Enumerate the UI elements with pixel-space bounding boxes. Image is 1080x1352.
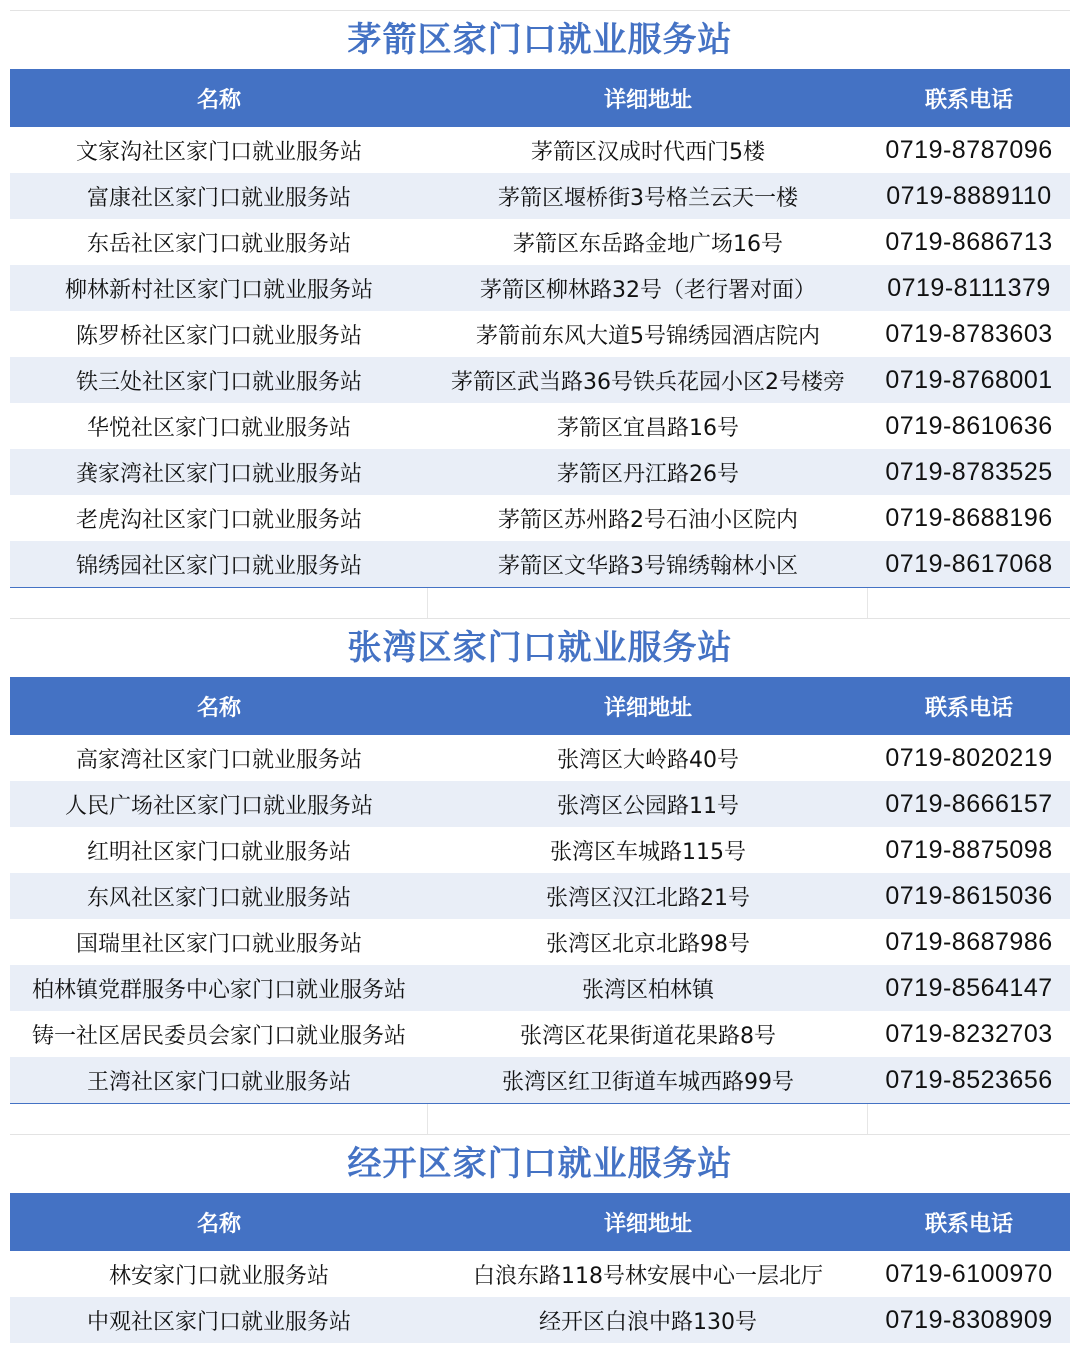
table-row [10,735,1070,781]
spacer-cell [428,588,868,618]
station-phone: 0719-8783603 [885,319,1053,348]
station-address: 张湾区车城路115号 [550,839,746,865]
station-phone: 0719-8687986 [885,927,1053,956]
station-name: 柏林镇党群服务中心家门口就业服务站 [31,977,406,1003]
section-title: 经开区家门口就业服务站 [10,1134,1070,1193]
table-header [10,1193,1070,1251]
station-address: 张湾区汉江北路21号 [546,885,750,911]
section-zhangwan [10,618,1070,1104]
table-row [10,541,1070,588]
station-address: 茅箭区丹江路26号 [557,461,739,487]
section-jingkai [10,1134,1070,1343]
table-row [10,965,1070,1011]
station-name: 富康社区家门口就业服务站 [86,185,351,211]
station-address: 经开区白浪中路130号 [539,1309,757,1335]
station-phone: 0719-8688196 [885,503,1053,532]
table-row [10,1251,1070,1297]
header-phone: 联系电话 [924,87,1013,113]
station-phone: 0719-8564147 [885,973,1053,1002]
table-row [10,919,1070,965]
station-name: 龚家湾社区家门口就业服务站 [75,461,362,487]
station-name: 高家湾社区家门口就业服务站 [75,747,362,773]
station-name: 老虎沟社区家门口就业服务站 [75,507,362,533]
section-title: 张湾区家门口就业服务站 [10,618,1070,677]
station-address: 茅箭前东风大道5号锦绣园酒店院内 [476,323,820,349]
station-address: 茅箭区堰桥街3号格兰云天一楼 [498,185,798,211]
station-name: 王湾社区家门口就业服务站 [86,1069,351,1095]
table-header [10,69,1070,127]
station-name: 华悦社区家门口就业服务站 [86,415,351,441]
station-name: 铸一社区居民委员会家门口就业服务站 [31,1023,406,1049]
header-name: 名称 [196,695,241,721]
station-address: 张湾区花果街道花果路8号 [520,1023,776,1049]
station-address: 茅箭区汉成时代西门5楼 [531,139,765,165]
header-phone: 联系电话 [924,1211,1013,1237]
station-name: 东风社区家门口就业服务站 [86,885,351,911]
station-name: 人民广场社区家门口就业服务站 [64,793,373,819]
station-phone: 0719-6100970 [885,1259,1053,1288]
station-phone: 0719-8610636 [885,411,1053,440]
table-row [10,827,1070,873]
section-title: 茅箭区家门口就业服务站 [10,10,1070,69]
spacer-row [10,588,1070,618]
station-name: 锦绣园社区家门口就业服务站 [75,553,362,579]
station-name: 林安家门口就业服务站 [108,1263,329,1289]
header-name: 名称 [196,87,241,113]
spacer-cell [10,588,428,618]
station-address: 张湾区公园路11号 [557,793,739,819]
station-address: 张湾区红卫街道车城西路99号 [502,1069,794,1095]
table-row [10,781,1070,827]
spacer-cell [868,588,1070,618]
station-phone: 0719-8889110 [886,181,1052,210]
station-phone: 0719-8783525 [885,457,1053,486]
table-row [10,127,1070,173]
station-name: 东岳社区家门口就业服务站 [86,231,351,257]
station-phone: 0719-8686713 [885,227,1053,256]
header-address: 详细地址 [603,695,692,721]
station-phone: 0719-8523656 [885,1065,1053,1094]
table-row [10,1057,1070,1104]
header-phone: 联系电话 [924,695,1013,721]
station-address: 茅箭区武当路36号铁兵花园小区2号楼旁 [451,369,845,395]
station-phone: 0719-8875098 [885,835,1053,864]
spacer-cell [428,1104,868,1134]
station-name: 铁三处社区家门口就业服务站 [75,369,362,395]
table-row [10,173,1070,219]
table-row [10,449,1070,495]
station-name: 文家沟社区家门口就业服务站 [75,139,362,165]
station-address: 茅箭区文华路3号锦绣翰林小区 [498,553,798,579]
station-name: 红明社区家门口就业服务站 [86,839,351,865]
station-phone: 0719-8666157 [885,789,1053,818]
station-address: 张湾区北京北路98号 [546,931,750,957]
station-address: 茅箭区柳林路32号（老行署对面） [480,277,816,303]
spacer-cell [868,1104,1070,1134]
spacer-cell [10,1104,428,1134]
station-phone: 0719-8615036 [885,881,1053,910]
table-row [10,1011,1070,1057]
station-phone: 0719-8020219 [885,743,1053,772]
table-row [10,357,1070,403]
table-row [10,495,1070,541]
station-phone: 0719-8111379 [887,273,1051,302]
station-address: 茅箭区东岳路金地广场16号 [513,231,783,257]
station-address: 茅箭区苏州路2号石油小区院内 [498,507,798,533]
station-phone: 0719-8232703 [885,1019,1053,1048]
table-row [10,1297,1070,1343]
table-row [10,219,1070,265]
table-row [10,403,1070,449]
header-name: 名称 [196,1211,241,1237]
table-header [10,677,1070,735]
station-address: 茅箭区宜昌路16号 [557,415,739,441]
header-address: 详细地址 [603,87,692,113]
header-address: 详细地址 [603,1211,692,1237]
station-address: 张湾区大岭路40号 [557,747,739,773]
station-address: 张湾区柏林镇 [581,977,714,1003]
station-name: 国瑞里社区家门口就业服务站 [75,931,362,957]
station-name: 陈罗桥社区家门口就业服务站 [75,323,362,349]
spacer-row [10,1104,1070,1134]
station-name: 柳林新村社区家门口就业服务站 [64,277,373,303]
station-name: 中观社区家门口就业服务站 [86,1309,351,1335]
station-address: 白浪东路118号林安展中心一层北厅 [473,1263,823,1289]
station-phone: 0719-8787096 [885,135,1053,164]
station-phone: 0719-8768001 [885,365,1053,394]
table-row [10,311,1070,357]
station-phone: 0719-8308909 [885,1305,1053,1334]
station-phone: 0719-8617068 [885,549,1053,578]
section-maojian [10,10,1070,588]
table-row [10,265,1070,311]
table-row [10,873,1070,919]
service-station-sheet [10,10,1070,1343]
